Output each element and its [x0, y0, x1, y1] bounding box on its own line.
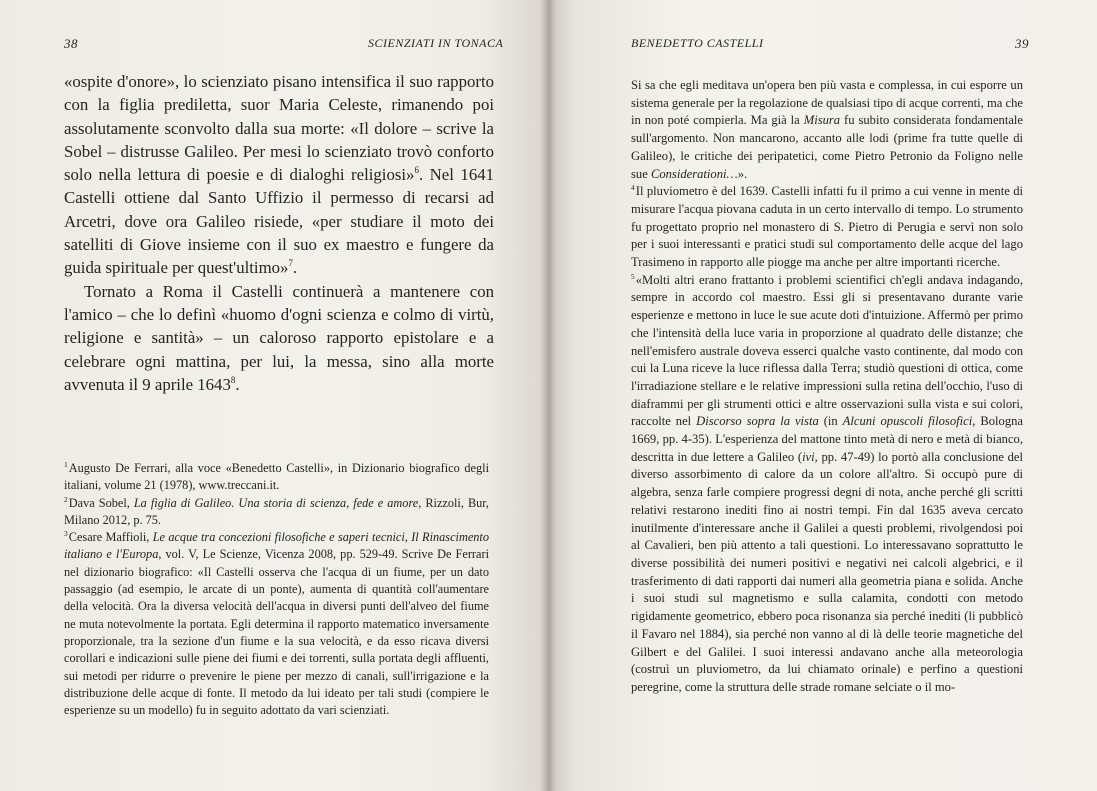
footnote-number: 2: [64, 494, 68, 504]
p1-text-a: «ospite d'onore», lo scienziato pisano intensifica il suo rapporto con la figlia prediletta, suor Maria Celeste, rimanendo poi assolutamente sconvolto dalla sua morte: «Il dolore – scrive la Sobel – distrusse Galileo. Per mesi lo scienziato trovò conforto solo nella lettura di poesie e di dialoghi religiosi»: [64, 72, 494, 185]
p1-text-c: .: [292, 258, 298, 278]
book-title: Considerationi…: [650, 166, 738, 181]
page-number-left: 38: [64, 36, 78, 51]
running-head-right: BENEDETTO CASTELLI: [631, 36, 764, 50]
footnote-text: Il pluviometro è del 1639. Castelli infatti fu il primo a cui venne in mente di misurare l'acqua piovana caduta in un certo intervallo di tempo. Lo strumento fu progettato proprio nel monastero di S. Pietro di Perugia e servì non solo per i suoi interessanti e pratici studi sul comportamento delle acque del lago Trasimeno in rapporto alle piogge ma anche per altre importanti ricerche.: [631, 184, 1023, 270]
footnote-2: [64, 495, 489, 530]
book-title: Alcuni opuscoli filosofici: [842, 414, 973, 429]
footnote-number: 1: [64, 460, 68, 469]
book-title: La figlia di Galileo. Una storia di scienza, fede e amore: [133, 495, 419, 510]
footnote-text: Augusto De Ferrari, alla voce «Benedetto Castelli», in Dizionario biografico degli italiani, volume 21 (1978), www.treccani.it.: [64, 461, 489, 493]
footnote-text: fu subito considerata fondamentale sull'argomento. Non mancarono, accanto alle lodi (prime fra tutte quelle di Galileo), le critiche dei peripatetici, come Pietro Petronio da Foligno nelle sue: [631, 113, 1024, 181]
footnote-text: Si sa che egli meditava un'opera ben più vasta e complessa, in cui esporre un sistema generale per la regolazione de qualsiasi tipo di acque correnti, ma che in non poté compierla. Ma già la: [631, 78, 1023, 128]
p2-text-a: Tornato a Roma il Castelli continuerà a mantenere con l'amico – che lo definì «huomo d'ogni scienza e colmo di virtù, religione e santità» – un caloroso rapporto epistolare e a celebrare ogni mattina, per lui, la messa, sino alla morte avvenuta il 9 aprile 1643: [64, 281, 494, 394]
footnote-text: , vol. V, Le Scienze, Vicenza 2008, pp. 529-49. Scrive De Ferrari nel dizionario biografico: «Il Castelli osserva che l'acqua di un fiume, per un dato passaggio (ad esempio, le arcate di un ponte), aumenta di quantità coll'aumentare della velocità. Ora la diversa velocità dell'acqua in diversi punti dell'alveo del fiume ne muta notevolmente la portata. Egli determina il rapporto matematico inversamente proporzionale, tra la sezione d'un fiume e la sua velocità, e da esso ricava diversi corollari e indicazioni sulle piene dei fiumi e dei torrenti, sulla portata degli affluenti, sui metodi per ridurre o prevenire le piene per mezzo di canali, sull'irrigazione e la distribuzione delle acque di fonte. Il metodo da lui ideato per tali studi (compiere le esperienze su un modello) fu in seguito adottato da vari scienziati.: [64, 547, 489, 718]
main-text: [64, 70, 494, 396]
footnote-text: Cesare Maffioli,: [68, 530, 153, 545]
footnote-ref-6: 6: [414, 165, 419, 176]
footnote-3-continued: [631, 77, 1023, 183]
footnote-5: [631, 272, 1023, 697]
citation-ivi: ivi: [802, 449, 815, 464]
footnote-number: 5: [631, 271, 635, 281]
footnote-1: [64, 460, 489, 495]
footnote-ref-8: 8: [230, 374, 236, 385]
footnote-4: [631, 183, 1023, 272]
footnote-text: , Rizzoli, Bur, Milano 2012, p. 75.: [64, 495, 489, 527]
page-number-right: 39: [1015, 36, 1029, 51]
left-page: [0, 0, 548, 791]
footnotes-left: [64, 460, 489, 719]
running-head-left: SCIENZIATI IN TONACA: [368, 36, 504, 50]
footnote-text: Dava Sobel,: [68, 495, 134, 510]
footnotes-right: [631, 77, 1023, 697]
book-gutter: [540, 0, 556, 791]
footnote-number: 3: [64, 529, 68, 539]
footnote-ref-7: 7: [288, 258, 293, 269]
p1-text-b: . Nel 1641 Castelli ottiene dal Santo Uffizio il permesso di recarsi ad Arcetri, dove ora Galileo risiede, «per studiare il moto dei satelliti di Giove insieme con il suo ex maestro e fungere da guida spirituale per quest'ultimo»: [64, 165, 494, 278]
footnote-number: 4: [631, 183, 635, 193]
footnote-text: «Molti altri erano frattanto i problemi scientifici ch'egli andava indagando, sempre in accordo col maestro. Essi gli si presentavano durante varie esperienze e mettono in luce le sue acute doti d'intuizione. Affermò per primo che l'intensità della luce varia in proporzione al quadrato delle distanze; che nell'emisfero australe doveva esserci qualche vasto continente, dal modo con cui la Luna riceve la luce riflessa dalla Terra; studiò questioni di ottica, come l'irradiazione stellare e le relative impressioni sulla retina dell'occhio, l'uso di diaframmi per gli strumenti ottici e altre osservazioni sulla vista e sui colori, raccolte nel: [631, 272, 1023, 429]
book-title: Le acque tra concezioni filosofiche e saperi tecnici, Il Rinascimento italiano e l'Europa: [64, 530, 489, 562]
footnote-text: , pp. 47-49) lo portò alla conclusione del diverso assorbimento di calore da un colore all'altro. Si occupò pure di algebra, senza farle compiere progressi degni di nota, anche perché gli scritti relativi restarono inediti fino ai nostri tempi. Fin dal 1635 aveva cercato inutilmente d'interessare anche il Galilei a questi problemi, rivolgendosi poi al Cavalieri, ben più attento a tali questioni. Lo interessavano soprattutto le diverse possibilità dei numeri positivi e negativi nei calcoli algebrici, e il trasferimento di dati rapporti dai numeri alla geometria piana e solida. Anche i suoi studi sul magnetismo e sulla calamita, condotti con metodo rigidamente geometrico, ebbero poca risonanza sia perché inediti (li pubblicò il Favaro nel 1884), sia perché non vanno al di là delle teorie magnetiche del Gilbert e del Galilei. I suoi interessi andavano anche alla meteorologia (costruì un pluviometro, da lui chiamato orinale) e perfino a questioni peregrine, come la struttura delle strade romane selciate o il mo-: [631, 449, 1023, 694]
paragraph-2: [64, 280, 494, 396]
p2-text-b: .: [235, 374, 240, 394]
footnote-3: [64, 529, 489, 719]
book-title: Misura: [803, 113, 841, 128]
book-title: Discorso sopra la vista: [696, 414, 819, 429]
footnote-text: (in: [818, 414, 843, 429]
paragraph-1: [64, 70, 494, 280]
footnote-text: ».: [737, 166, 748, 181]
footnote-text: , Bologna 1669, pp. 4-35). L'esperienza del mattone tinto metà di nero e metà di bianco, descritta in due lettere a Galileo (: [631, 414, 1023, 464]
